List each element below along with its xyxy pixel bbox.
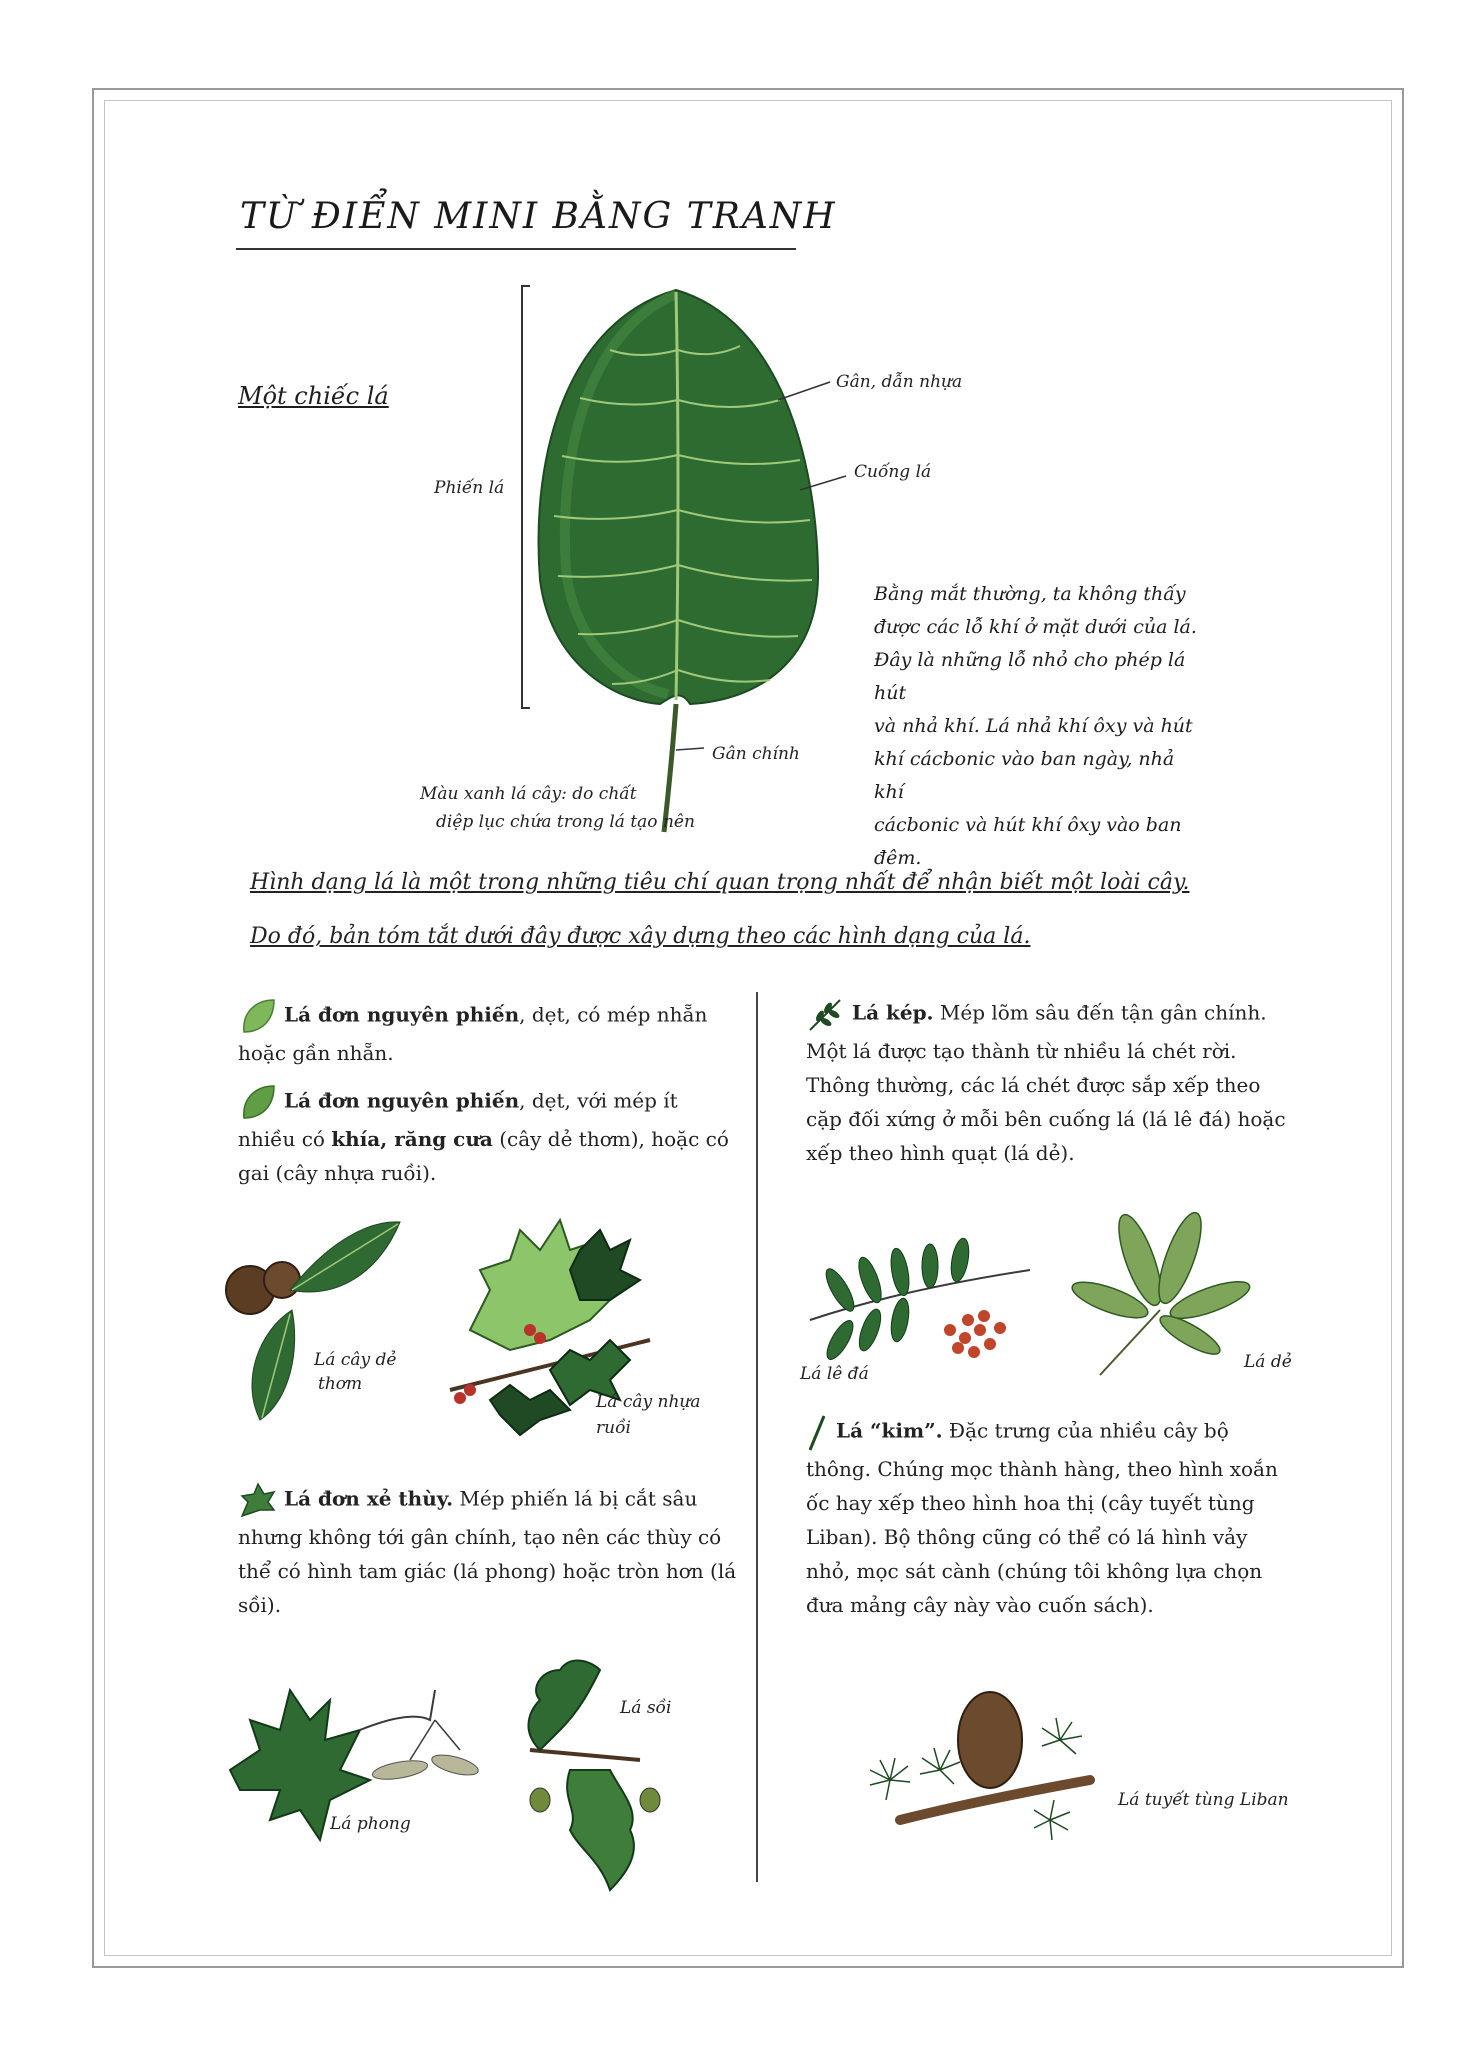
chestnut-leaf-illustration (220, 1210, 410, 1440)
caption-chestnut-2: thơm (318, 1374, 363, 1394)
lobed-leaf-icon (238, 1480, 278, 1520)
label-color-line2: diệp lục chứa trong lá tạo nên (436, 812, 695, 832)
text: (cây dẻ thơm), hoặc có gai (cây nhựa ruồi). (238, 1127, 729, 1185)
intro-line-1: Hình dạng lá là một trong những tiêu chí quan trọng nhất để nhận biết một loài cây. (250, 870, 1190, 895)
caption-rowan: Lá lê đá (800, 1364, 869, 1384)
oak-leaf-illustration (500, 1650, 670, 1900)
caption-holly-1: Lá cây nhựa (596, 1392, 701, 1412)
entire-leaf-smooth (238, 996, 738, 1070)
title-underline (236, 248, 796, 250)
compound-leaf-icon (806, 994, 846, 1034)
text: Mép lõm sâu đến tận gân chính. Một lá được tạo thành từ nhiều lá chét rời. Thông thường, các lá chét được sắp xếp theo cặp đối xứng ở mỗi bên cuống lá (lá lê đá) hoặc xếp theo hình quạt (lá dẻ). (806, 1000, 1286, 1165)
simple-leaf-icon (238, 996, 278, 1036)
caption-cedar: Lá tuyết tùng Liban (1118, 1790, 1289, 1810)
note-line: Bằng mắt thường, ta không thấy (874, 583, 1186, 605)
note-line: và nhả khí. Lá nhả khí ôxy và hút (874, 715, 1193, 737)
intro-line-2: Do đó, bản tóm tắt dưới đây được xây dựng theo các hình dạng của lá. (250, 924, 1031, 949)
note-line: Đây là những lỗ nhỏ cho phép lá hút (874, 649, 1186, 704)
term: khía, răng cưa (331, 1127, 493, 1151)
label-color-line1: Màu xanh lá cây: do chất (420, 784, 637, 804)
compound-leaf (806, 994, 1286, 1170)
lobed-leaf (238, 1480, 738, 1622)
stomata-note (874, 578, 1204, 875)
entire-leaf-toothed (238, 1082, 738, 1190)
label-veins: Gân, dẫn nhựa (836, 372, 963, 392)
term: Lá kép. (852, 1000, 934, 1025)
rowan-leaf-illustration (800, 1220, 1040, 1380)
text: , dẹt, có mép nhẵn hoặc gần nhẵn. (238, 1002, 708, 1065)
needle-icon (806, 1412, 830, 1452)
caption-horse-chestnut: Lá dẻ (1244, 1352, 1292, 1372)
label-blade: Phiến lá (434, 478, 505, 498)
column-divider (756, 992, 758, 1882)
cedar-illustration (860, 1680, 1100, 1850)
leaf-section-heading: Một chiếc lá (238, 382, 389, 410)
label-midrib: Gân chính (712, 744, 800, 764)
caption-holly-2: ruồi (596, 1418, 631, 1438)
term: Lá đơn nguyên phiến (284, 1002, 520, 1027)
note-line: khí cácbonic vào ban ngày, nhả khí (874, 748, 1175, 803)
needle-leaf (806, 1412, 1286, 1622)
horse-chestnut-leaf-illustration (1070, 1210, 1250, 1380)
simple-leaf-icon (238, 1082, 278, 1122)
caption-oak: Lá sồi (620, 1698, 672, 1718)
caption-chestnut-1: Lá cây dẻ (314, 1350, 397, 1370)
label-petiole: Cuống lá (854, 462, 932, 482)
text: , dẹt, với mép ít nhiều có (238, 1088, 678, 1151)
note-line: cácbonic và hút khí ôxy vào ban đêm. (874, 814, 1182, 869)
term: Lá đơn xẻ thùy. (284, 1486, 454, 1511)
term: Lá “kim”. (836, 1418, 943, 1443)
text: Mép phiến lá bị cắt sâu nhưng không tới gân chính, tạo nên các thùy có thể có hình tam giác (lá phong) hoặc tròn hơn (lá sồi). (238, 1486, 737, 1617)
note-line: được các lỗ khí ở mặt dưới của lá. (874, 616, 1197, 638)
caption-maple: Lá phong (330, 1814, 411, 1834)
page-title: TỪ ĐIỂN MINI BẰNG TRANH (240, 196, 837, 237)
text: Đặc trưng của nhiều cây bộ thông. Chúng mọc thành hàng, theo hình xoắn ốc hay xếp theo hình hoa thị (cây tuyết tùng Liban). Bộ thông cũng có thể có lá hình vảy nhỏ, mọc sát cành (chúng tôi không lựa chọn đưa mảng cây này vào cuốn sách). (806, 1418, 1278, 1617)
term: Lá đơn nguyên phiến (284, 1088, 520, 1113)
